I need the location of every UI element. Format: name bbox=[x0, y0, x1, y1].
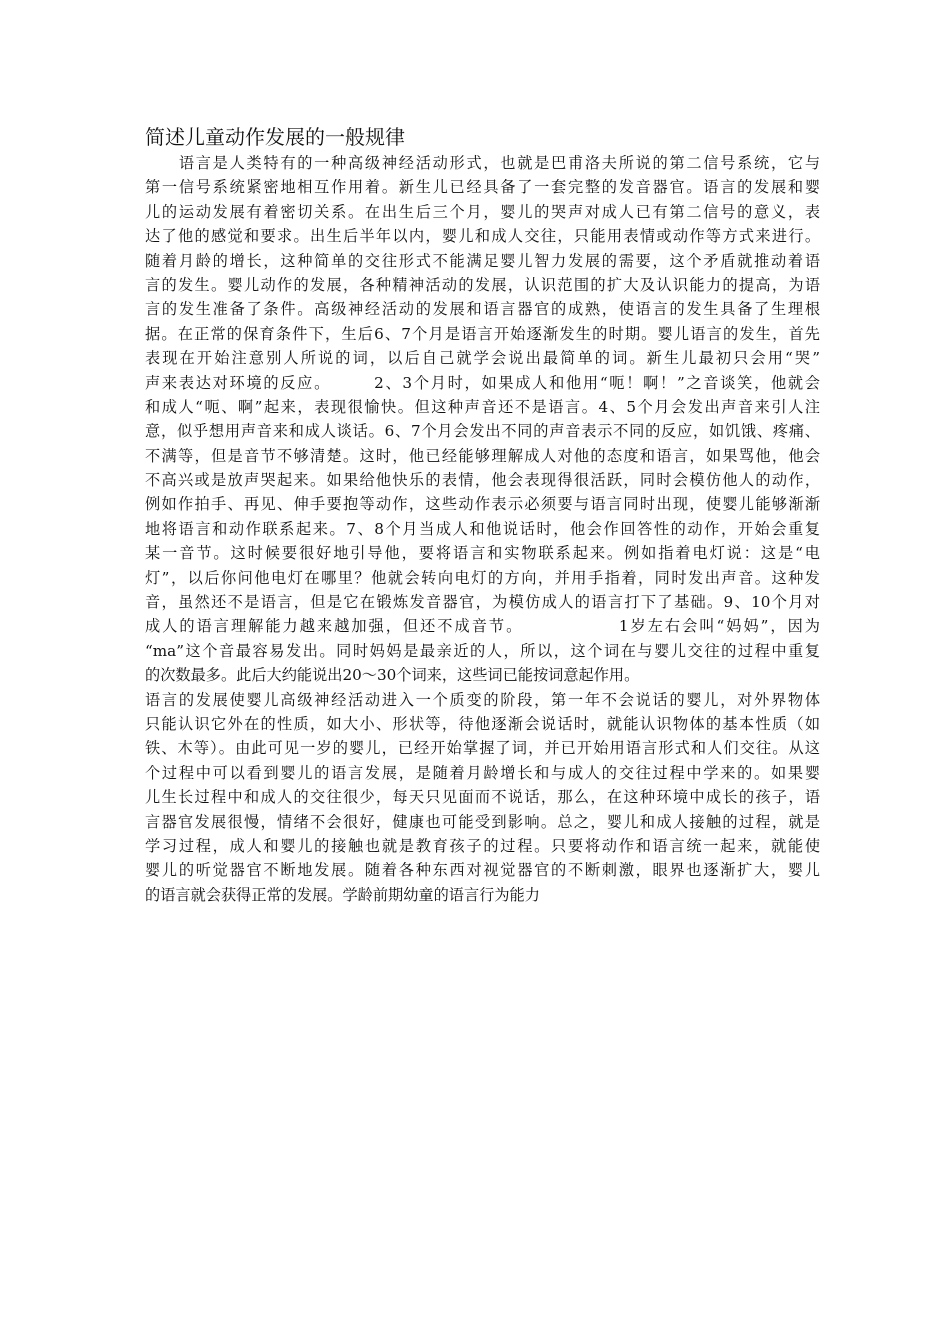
body-line: 达了他的感觉和要求。出生后半年以内，婴儿和成人交往，只能用表情或动作等方式来进行。 bbox=[145, 227, 820, 246]
body-line: 灯”，以后你问他电灯在哪里？他就会转向电灯的方向，并用手指着，同时发出声音。这种发 bbox=[145, 568, 820, 587]
body-line: 儿的运动发展有着密切关系。在出生后三个月，婴儿的哭声对成人已有第二信号的意义，表 bbox=[145, 202, 820, 221]
body-line: 言器官发展很慢，情绪不会很好，健康也可能受到影响。总之，婴儿和成人接触的过程，就是 bbox=[145, 812, 820, 831]
body-line: 某一音节。这时候要很好地引导他，要将语言和实物联系起来。例如指着电灯说：这是“电 bbox=[145, 544, 820, 563]
body-line: 据。在正常的保育条件下，生后6、7个月是语言开始逐渐发生的时期。婴儿语言的发生，首先 bbox=[145, 324, 820, 343]
body-line: 铁、木等）。由此可见一岁的婴儿，已经开始掌握了词，并已开始用语言形式和人们交往。从这 bbox=[145, 739, 820, 758]
body-line: 例如作拍手、再见、伸手要抱等动作，这些动作表示必须要与语言同时出现，使婴儿能够渐渐 bbox=[145, 495, 820, 514]
body-line: 声来表达对环境的反应。 2、3个月时，如果成人和他用“呃！啊！”之音谈笑，他就会 bbox=[145, 373, 820, 392]
body-line: “ma”这个音最容易发出。同时妈妈是最亲近的人，所以，这个词在与婴儿交往的过程中重复 bbox=[145, 641, 820, 660]
body-line: 成人的语言理解能力越来越加强，但还不成音节。 1岁左右会叫“妈妈”，因为 bbox=[145, 617, 820, 636]
body-line: 表现在开始注意别人所说的词，以后自己就学会说出最简单的词。新生儿最初只会用“哭” bbox=[145, 349, 820, 368]
body-line: 不高兴或是放声哭起来。如果给他快乐的表情，他会表现得很活跃，同时会模仿他人的动作， bbox=[145, 471, 820, 490]
body-line: 音，虽然还不是语言，但是它在锻炼发音器官，为模仿成人的语言打下了基础。9、10个月对 bbox=[145, 593, 820, 612]
body-line: 语言的发展使婴儿高级神经活动进入一个质变的阶段，第一年不会说话的婴儿，对外界物体 bbox=[145, 690, 820, 709]
body-line: 学习过程，成人和婴儿的接触也就是教育孩子的过程。只要将动作和语言统一起来，就能使 bbox=[145, 836, 820, 855]
body-line: 不满等，但是音节不够清楚。这时，他已经能够理解成人对他的态度和语言，如果骂他，他会 bbox=[145, 446, 820, 465]
body-line: 言的发生。婴儿动作的发展，各种精神活动的发展，认识范围的扩大及认识能力的提高，为语 bbox=[145, 275, 820, 294]
body-line: 意，似乎想用声音来和成人谈话。6、7个月会发出不同的声音表示不同的反应，如饥饿、疼痛、 bbox=[145, 422, 820, 441]
body-line: 随着月龄的增长，这种简单的交往形式不能满足婴儿智力发展的需要，这个矛盾就推动着语 bbox=[145, 251, 820, 270]
body-line: 个过程中可以看到婴儿的语言发展，是随着月龄增长和与成人的交往过程中学来的。如果婴 bbox=[145, 763, 820, 782]
body-line: 的次数最多。此后大约能说出20～30个词来，这些词已能按词意起作用。 bbox=[145, 666, 640, 685]
body-line: 儿生长过程中和成人的交往很少，每天只见面而不说话，那么，在这种环境中成长的孩子，语 bbox=[145, 788, 820, 807]
body-line: 只能认识它外在的性质，如大小、形状等，待他逐渐会说话时，就能认识物体的基本性质（如 bbox=[145, 714, 820, 733]
body-line: 地将语言和动作联系起来。7、8个月当成人和他说话时，他会作回答性的动作，开始会重复 bbox=[145, 519, 820, 538]
document-body bbox=[145, 151, 820, 907]
body-line: 语言是人类特有的一种高级神经活动形式，也就是巴甫洛夫所说的第二信号系统，它与 bbox=[145, 154, 820, 172]
body-line: 的语言就会获得正常的发展。学龄前期幼童的语言行为能力 bbox=[145, 885, 540, 904]
body-line: 婴儿的听觉器官不断地发展。随着各种东西对视觉器官的不断刺激，眼界也逐渐扩大，婴儿 bbox=[145, 861, 820, 880]
body-line: 第一信号系统紧密地相互作用着。新生儿已经具备了一套完整的发音器官。语言的发展和婴 bbox=[145, 178, 820, 197]
document-title: 简述儿童动作发展的一般规律 bbox=[145, 125, 405, 149]
body-line: 言的发生准备了条件。高级神经活动的发展和语言器官的成熟，使语言的发生具备了生理根 bbox=[145, 300, 820, 319]
body-line: 和成人“呃、啊”起来，表现很愉快。但这种声音还不是语言。4、5个月会发出声音来引人注 bbox=[145, 397, 820, 416]
